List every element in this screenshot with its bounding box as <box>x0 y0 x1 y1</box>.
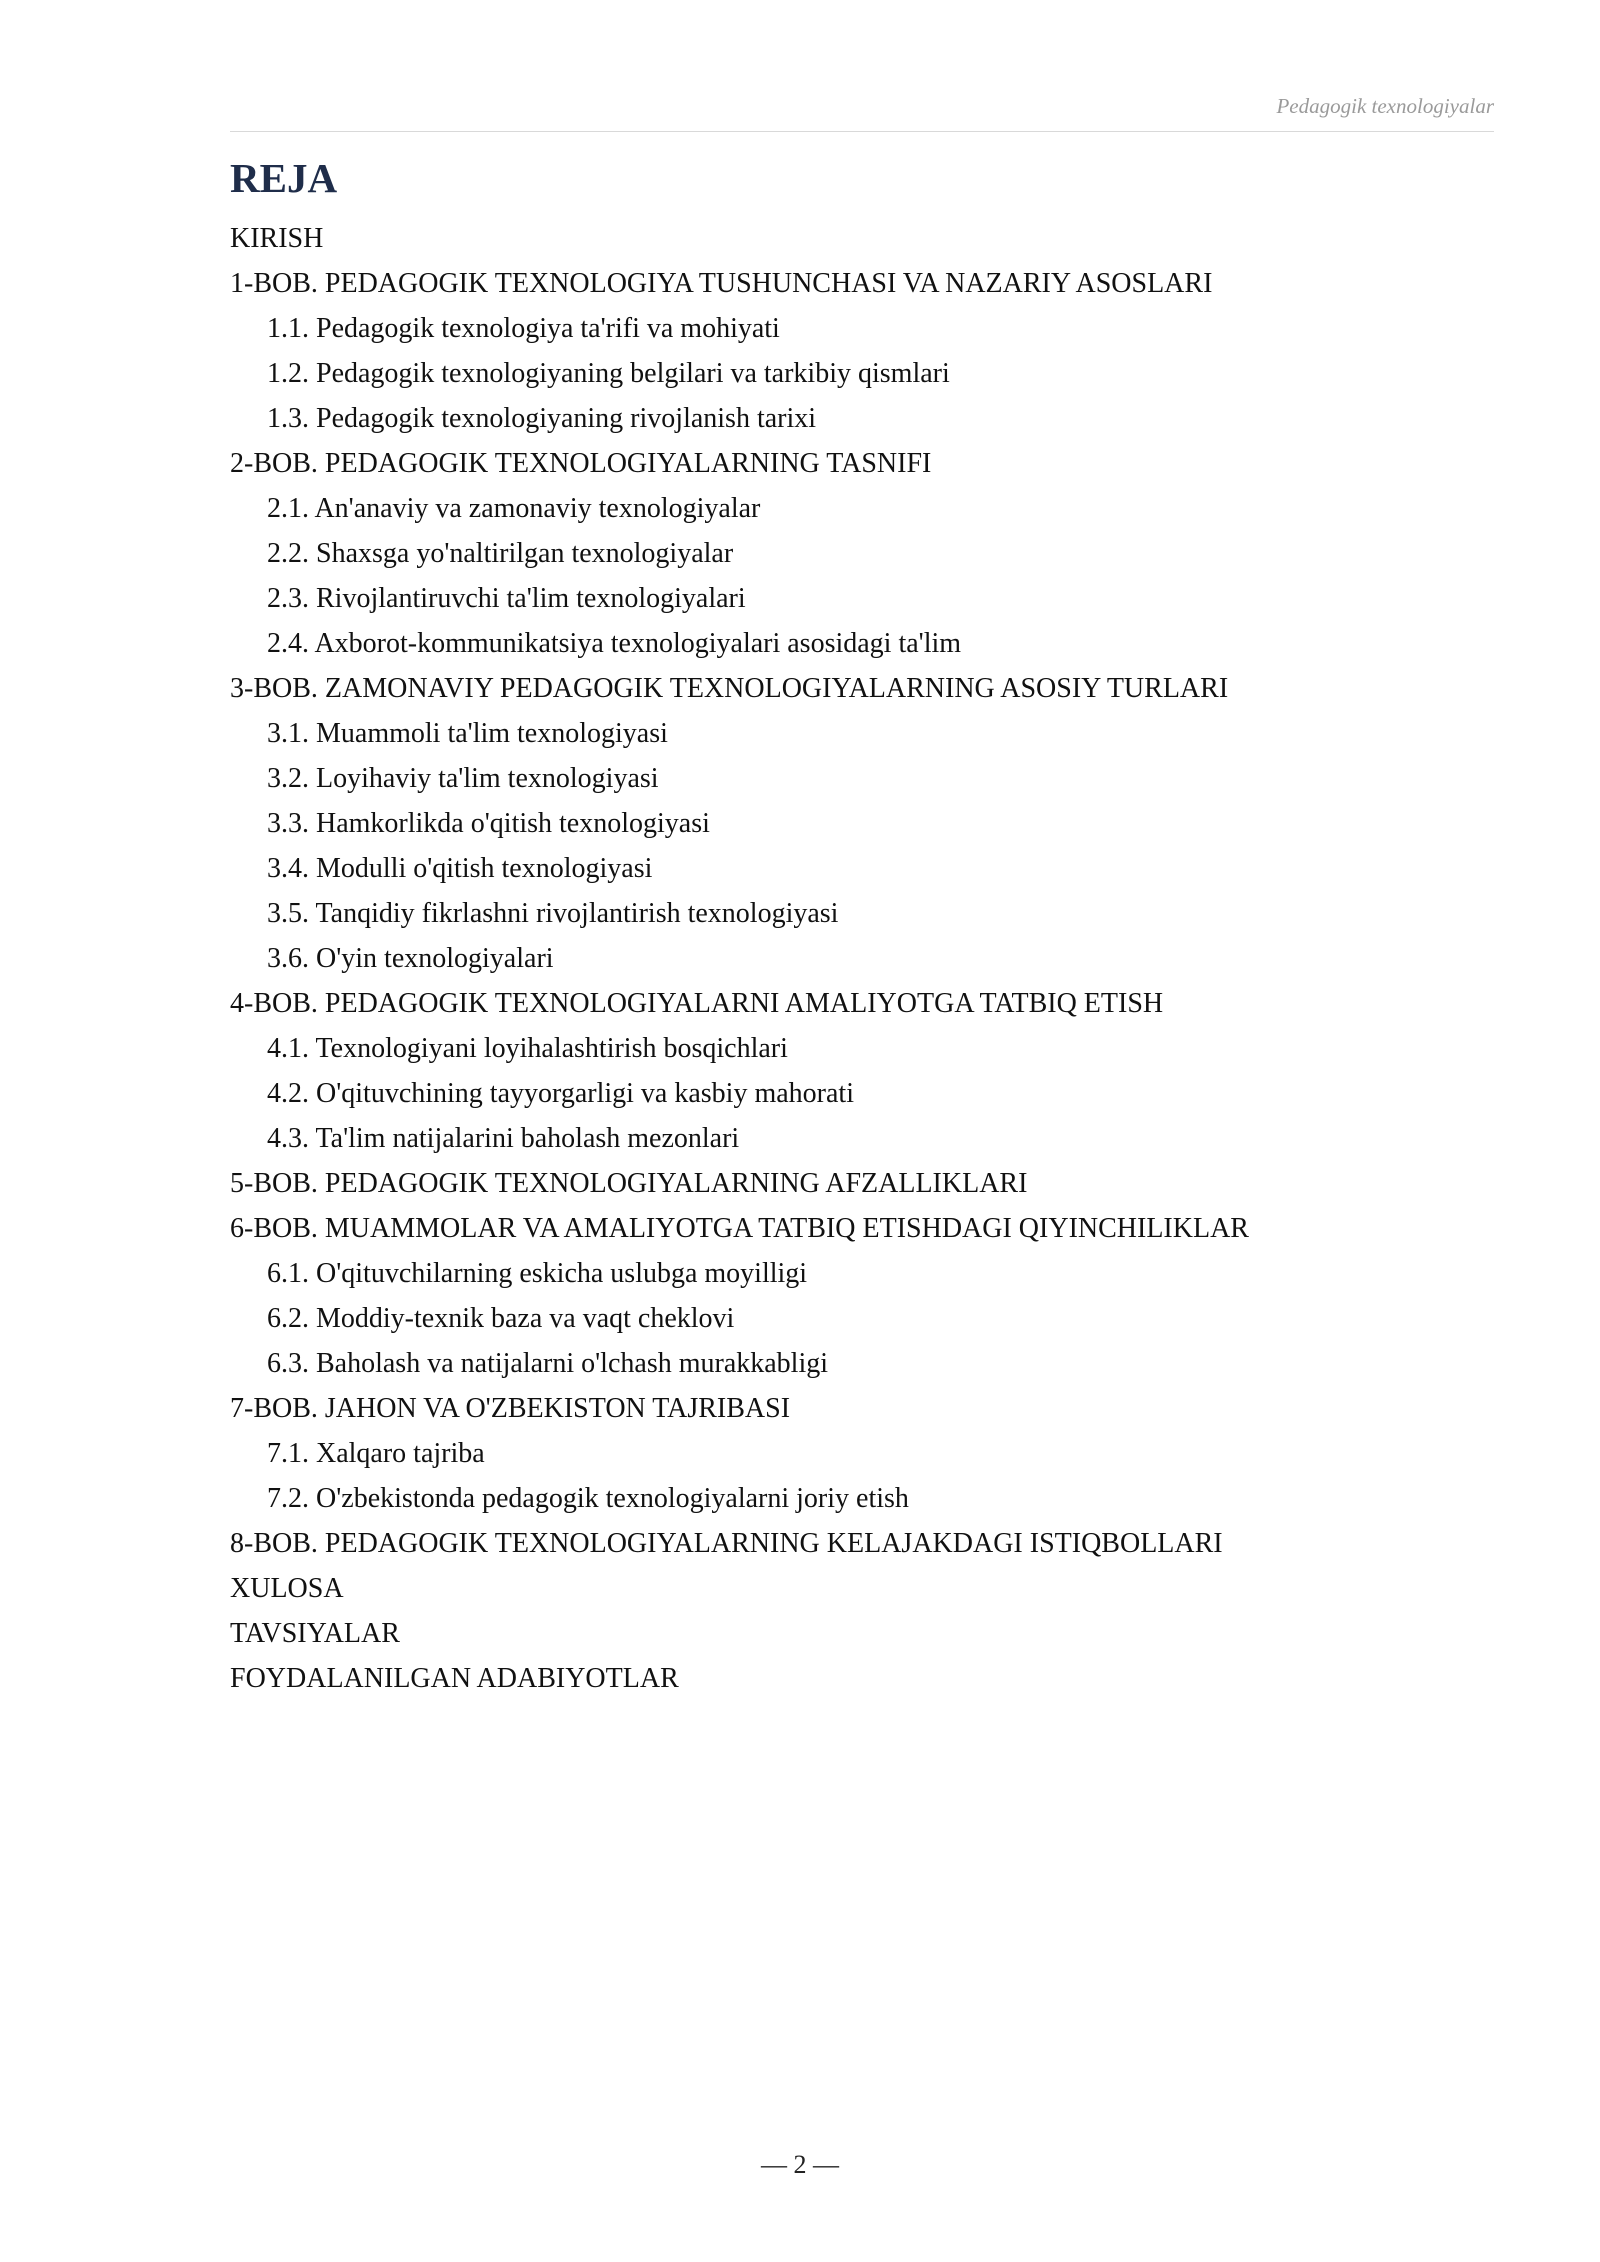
toc-subsection-entry: 6.2. Moddiy-texnik baza va vaqt cheklovi <box>267 1303 735 1334</box>
toc-chapter-entry: XULOSA <box>230 1573 344 1604</box>
toc-subsection-entry: 3.2. Loyihaviy ta'lim texnologiyasi <box>267 763 659 794</box>
toc-subsection-entry: 2.3. Rivojlantiruvchi ta'lim texnologiyalari <box>267 583 746 614</box>
toc-subsection-entry: 3.1. Muammoli ta'lim texnologiyasi <box>267 718 668 749</box>
toc-chapter-entry: 3-BOB. ZAMONAVIY PEDAGOGIK TEXNOLOGIYALARNING ASOSIY TURLARI <box>230 673 1229 704</box>
toc-subsection-entry: 7.2. O'zbekistonda pedagogik texnologiyalarni joriy etish <box>267 1483 909 1514</box>
toc-subsection-entry: 3.3. Hamkorlikda o'qitish texnologiyasi <box>267 808 710 839</box>
toc-subsection-entry: 7.1. Xalqaro tajriba <box>267 1438 485 1469</box>
running-header: Pedagogik texnologiyalar <box>1276 94 1494 118</box>
header-divider <box>230 131 1494 132</box>
toc-chapter-entry: 1-BOB. PEDAGOGIK TEXNOLOGIYA TUSHUNCHASI VA NAZARIY ASOSLARI <box>230 268 1213 299</box>
toc-subsection-entry: 4.3. Ta'lim natijalarini baholash mezonlari <box>267 1123 740 1154</box>
toc-chapter-entry: TAVSIYALAR <box>230 1618 400 1649</box>
toc-subsection-entry: 6.3. Baholash va natijalarni o'lchash murakkabligi <box>267 1348 829 1379</box>
toc-subsection-entry: 4.2. O'qituvchining tayyorgarligi va kasbiy mahorati <box>267 1078 854 1109</box>
toc-subsection-entry: 3.5. Tanqidiy fikrlashni rivojlantirish texnologiyasi <box>267 898 839 929</box>
toc-chapter-entry: 6-BOB. MUAMMOLAR VA AMALIYOTGA TATBIQ ETISHDAGI QIYINCHILIKLAR <box>230 1213 1249 1244</box>
toc-subsection-entry: 1.1. Pedagogik texnologiya ta'rifi va mohiyati <box>267 313 780 344</box>
toc-subsection-entry: 6.1. O'qituvchilarning eskicha uslubga moyilligi <box>267 1258 808 1289</box>
toc-subsection-entry: 2.4. Axborot-kommunikatsiya texnologiyalari asosidagi ta'lim <box>267 628 962 659</box>
toc-chapter-entry: 7-BOB. JAHON VA O'ZBEKISTON TAJRIBASI <box>230 1393 791 1424</box>
toc-subsection-entry: 3.6. O'yin texnologiyalari <box>267 943 554 974</box>
toc-chapter-entry: 4-BOB. PEDAGOGIK TEXNOLOGIYALARNI AMALIYOTGA TATBIQ ETISH <box>230 988 1164 1019</box>
toc-chapter-entry: 2-BOB. PEDAGOGIK TEXNOLOGIYALARNING TASNIFI <box>230 448 932 479</box>
toc-subsection-entry: 2.2. Shaxsga yo'naltirilgan texnologiyalar <box>267 538 734 569</box>
toc-subsection-entry: 1.3. Pedagogik texnologiyaning rivojlanish tarixi <box>267 403 817 434</box>
page-title: REJA <box>230 155 338 201</box>
toc-subsection-entry: 1.2. Pedagogik texnologiyaning belgilari va tarkibiy qismlari <box>267 358 950 389</box>
toc-chapter-entry: FOYDALANILGAN ADABIYOTLAR <box>230 1663 679 1694</box>
table-of-contents <box>230 216 1494 1701</box>
toc-chapter-entry: 8-BOB. PEDAGOGIK TEXNOLOGIYALARNING KELAJAKDAGI ISTIQBOLLARI <box>230 1528 1223 1559</box>
toc-subsection-entry: 3.4. Modulli o'qitish texnologiyasi <box>267 853 653 884</box>
toc-chapter-entry: 5-BOB. PEDAGOGIK TEXNOLOGIYALARNING AFZALLIKLARI <box>230 1168 1028 1199</box>
toc-subsection-entry: 4.1. Texnologiyani loyihalashtirish bosqichlari <box>267 1033 788 1064</box>
toc-subsection-entry: 2.1. An'anaviy va zamonaviy texnologiyalar <box>267 493 761 524</box>
page-number: — 2 — <box>761 2150 839 2179</box>
toc-chapter-entry: KIRISH <box>230 223 324 254</box>
